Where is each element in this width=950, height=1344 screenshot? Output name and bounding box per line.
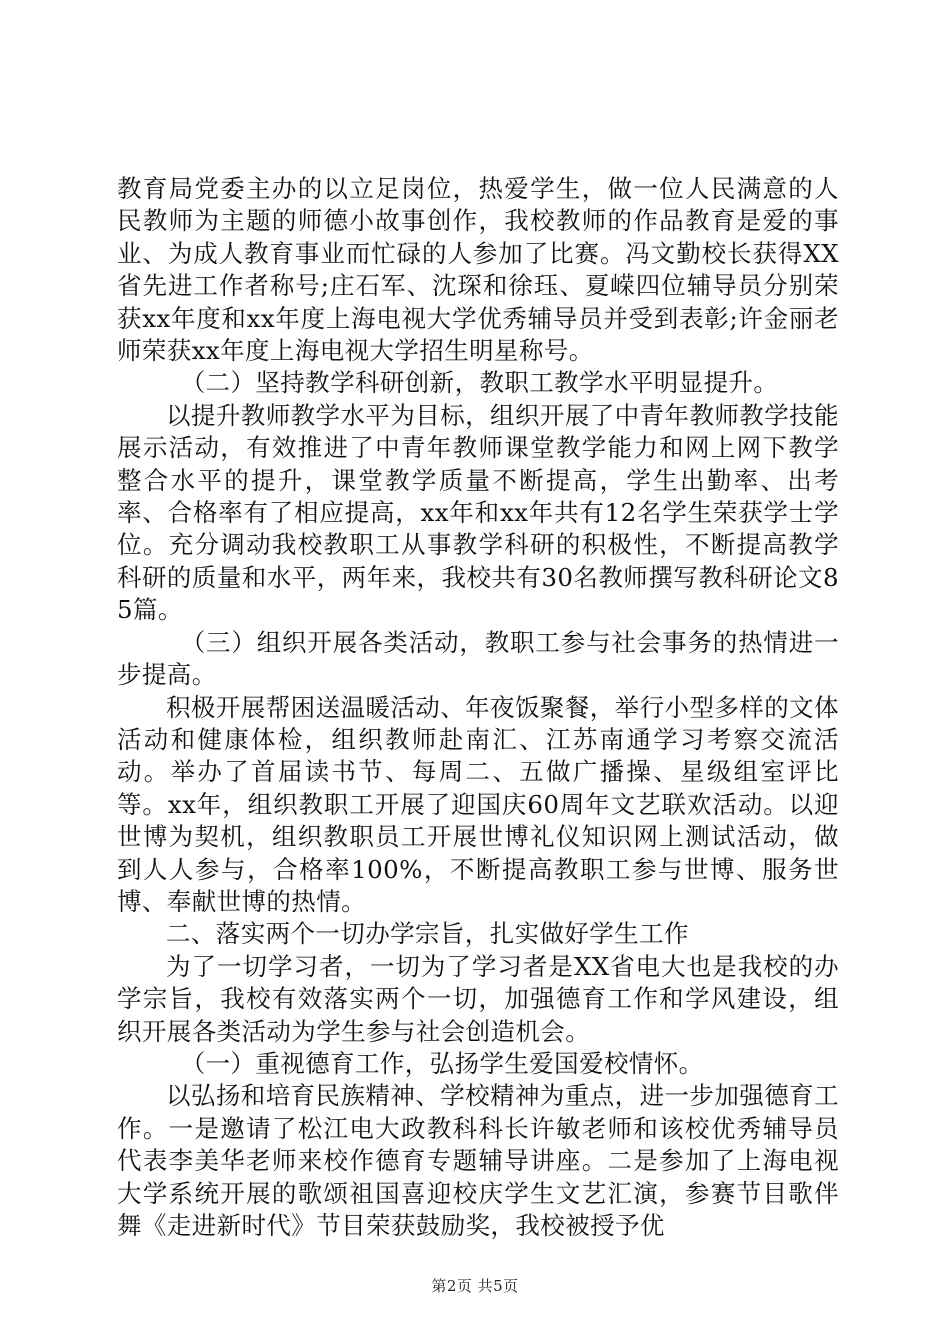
- paragraph-moral-education: 以弘扬和培育民族精神、学校精神为重点，进一步加强德育工作。一是邀请了松江电大政教科科长许敏老师和该校优秀辅导员代表李美华老师来校作德育专题辅导讲座。二是参加了上海电视大学系统开展的歌颂祖国喜迎校庆学生文艺汇演，参赛节目歌伴舞《走进新时代》节目荣获鼓励奖，我校被授予优: [117, 1081, 839, 1240]
- paragraph-teaching: 以提升教师教学水平为目标，组织开展了中青年教师教学技能展示活动，有效推进了中青年教师课堂教学能力和网上网下教学整合水平的提升，课堂教学质量不断提高，学生出勤率、出考率、合格率有了相应提高，xx年和xx年共有12名学生荣获学士学位。充分调动我校教职工从事教学科研的积极性，不断提高教学科研的质量和水平，两年来，我校共有30名教师撰写教科研论文85篇。: [117, 400, 839, 625]
- page-footer: 第2页 共5页: [431, 1277, 519, 1295]
- paragraph-purpose: 为了一切学习者，一切为了学习者是XX省电大也是我校的办学宗旨，我校有效落实两个一切，加强德育工作和学风建设，组织开展各类活动为学生参与社会创造机会。: [117, 951, 839, 1046]
- paragraph-continuation: 教育局党委主办的以立足岗位，热爱学生，做一位人民满意的人民教师为主题的师德小故事创作，我校教师的作品教育是爱的事业、为成人教育事业而忙碌的人参加了比赛。冯文勤校长获得XX省先进工作者称号;庄石军、沈琛和徐珏、夏嵘四位辅导员分别荣获xx年度和xx年度上海电视大学优秀辅导员并受到表彰;许金丽老师荣获xx年度上海电视大学招生明星称号。: [117, 174, 839, 366]
- section-heading-3: （三）组织开展各类活动，教职工参与社会事务的热情进一步提高。: [117, 627, 839, 690]
- section-heading-1: （一）重视德育工作，弘扬学生爱国爱校情怀。: [180, 1048, 704, 1078]
- chapter-heading-2: 二、落实两个一切办学宗旨，扎实做好学生工作: [166, 919, 689, 949]
- section-heading-2: （二）坚持教学科研创新，教职工教学水平明显提升。: [180, 368, 779, 398]
- paragraph-activities: 积极开展帮困送温暖活动、年夜饭聚餐，举行小型多样的文体活动和健康体检，组织教师赴南汇、江苏南通学习考察交流活动。举办了首届读书节、每周二、五做广播操、星级组室评比等。xx年，组织教职工开展了迎国庆60周年文艺联欢活动。以迎世博为契机，组织教职员工开展世博礼仪知识网上测试活动，做到人人参与，合格率100%，不断提高教职工参与世博、服务世博、奉献世博的热情。: [117, 692, 839, 916]
- document-body: [117, 173, 839, 1242]
